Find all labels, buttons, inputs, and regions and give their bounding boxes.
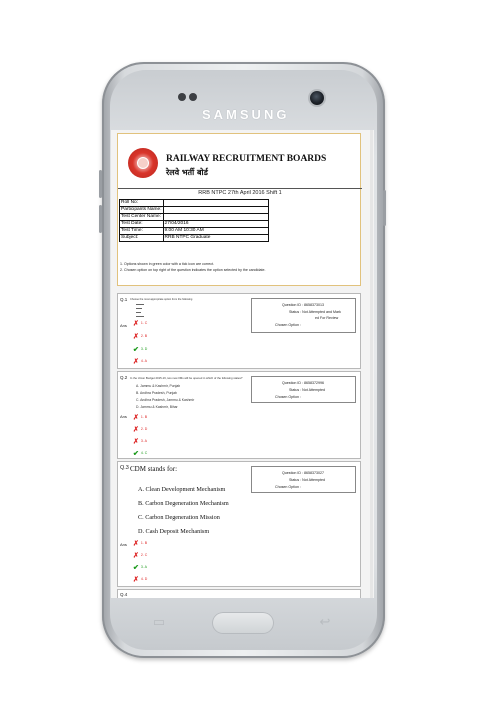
title-hindi: रेलवे भर्ती बोर्ड <box>166 168 208 177</box>
question-card-3 <box>117 461 361 587</box>
tick-icon: ✔ 3. A <box>133 564 147 572</box>
question-meta-box <box>251 376 356 403</box>
option-line <box>136 316 144 317</box>
option-c: C. Carbon Degeneration Mission <box>138 514 220 521</box>
cross-icon: ✗ 1. B <box>133 540 148 548</box>
tick-icon: ✔ 3. D <box>133 346 148 354</box>
question-text: Choose the most appropriate option from the following <box>130 298 193 301</box>
option-a: A. Jammu & Kashmir, Punjab <box>136 384 181 388</box>
question-card-4 <box>117 589 361 598</box>
answer-option: 3. A <box>140 565 147 569</box>
question-number: Q.4 <box>120 592 128 597</box>
info-value: RRB NTPC Graduate <box>163 235 268 242</box>
tick-icon: ✔ 4. C <box>133 450 148 458</box>
info-label: Test Time: <box>120 228 164 235</box>
question-status: Status : Not Attempted and Mark <box>289 310 341 314</box>
note-1: 1. Options shown in green color with a tick icon are correct. <box>120 262 215 266</box>
question-number: Q.3 <box>120 465 129 471</box>
chosen-option: Chosen Option : <box>275 323 301 327</box>
question-text: CDM stands for: <box>130 465 178 473</box>
question-number: Q.1 <box>120 297 128 302</box>
front-camera-icon <box>310 91 324 105</box>
railway-logo-icon <box>128 148 158 178</box>
option-a: A. Clean Development Mechanism <box>138 486 226 493</box>
option-c: C. Andhra Pradesh, Jammu & Kashmir <box>136 398 195 402</box>
cross-icon: ✗ 1. B <box>133 414 148 422</box>
answer-option: 4. D <box>140 577 148 581</box>
ans-label: Ans <box>120 414 127 419</box>
back-icon[interactable]: ↩ <box>319 614 331 629</box>
screen[interactable] <box>111 130 374 598</box>
option-b: B. Carbon Degeneration Mechanism <box>138 500 229 507</box>
option-d: D. Cash Deposit Mechanism <box>138 528 210 535</box>
cross-icon: ✗ 4. D <box>133 576 148 584</box>
answer-option: 2. B <box>140 334 148 338</box>
scrollbar[interactable] <box>370 130 373 598</box>
answer-option: 4. A <box>140 359 147 363</box>
option-line <box>136 308 142 309</box>
info-label: Subject: <box>120 235 164 242</box>
light-sensor-icon <box>189 93 197 101</box>
power-button <box>383 190 386 226</box>
recent-apps-icon[interactable]: ▭ <box>152 614 166 629</box>
info-label: Participants Name: <box>121 207 162 212</box>
info-value <box>163 207 268 214</box>
answer-option: 2. D <box>140 427 148 431</box>
info-value: 9:00 AM 10:30 AM <box>163 228 268 235</box>
question-number: Q.2 <box>120 375 128 380</box>
info-label: Test Date: <box>120 221 164 228</box>
device-brand-logo: SAMSUNG <box>202 107 290 122</box>
question-status: Status : Not Attempted <box>289 478 325 482</box>
question-id: Question ID : 8658372996 <box>282 381 324 385</box>
exam-title: RRB NTPC 27th April 2016 Shift 1 <box>198 190 282 196</box>
option-line <box>136 304 144 305</box>
cross-icon: ✗ 3. A <box>133 438 147 446</box>
answer-option: 3. D <box>140 347 148 351</box>
info-value <box>163 214 268 221</box>
question-status: Status : Not Attempted <box>289 388 325 392</box>
answer-option: 1. B <box>140 415 148 419</box>
option-d: D. Jammu & Kashmir, Bihar <box>136 405 178 409</box>
ans-label: Ans <box>120 323 127 328</box>
info-label: Roll No: <box>120 200 164 207</box>
header-card <box>117 133 361 286</box>
question-card-1 <box>117 293 361 369</box>
question-id: Question ID : 8658373027 <box>282 471 324 475</box>
cross-icon: ✗ 2. D <box>133 426 148 434</box>
answer-option: 3. A <box>140 439 147 443</box>
question-card-2 <box>117 371 361 459</box>
chosen-option: Chosen Option : <box>275 395 301 399</box>
cross-icon: ✗ 2. B <box>133 333 148 341</box>
answer-option: 1. C <box>140 321 148 325</box>
question-text: In the Union Budget 2015-16, two new IIMs will be opened in which of the following states? <box>130 376 243 380</box>
cross-icon: ✗ 1. C <box>133 320 148 328</box>
divider <box>118 188 362 189</box>
ans-label: Ans <box>120 542 127 547</box>
info-value <box>163 200 268 207</box>
option-line <box>136 312 141 313</box>
volume-down-button <box>99 205 102 233</box>
answer-option: 2. C <box>140 553 148 557</box>
info-label: Test Center Name: <box>120 214 164 221</box>
cross-icon: ✗ 2. C <box>133 552 148 560</box>
candidate-info-table <box>119 199 269 242</box>
title-english: RAILWAY RECRUITMENT BOARDS <box>166 154 327 164</box>
question-meta-box <box>251 466 356 493</box>
answer-option: 4. C <box>140 451 148 455</box>
proximity-sensor-icon <box>178 93 186 101</box>
info-value: 27/04/2016 <box>163 221 268 228</box>
question-status-cont: ed For Review <box>315 316 339 320</box>
question-meta-box <box>251 298 356 333</box>
cross-icon: ✗ 4. A <box>133 358 147 366</box>
note-2: 2. Chosen option on top right of the question indicates the option selected by the candidate. <box>120 268 266 272</box>
volume-up-button <box>99 170 102 198</box>
question-id: Question ID : 8658373013 <box>282 303 324 307</box>
chosen-option: Chosen Option : <box>275 485 301 489</box>
home-button[interactable] <box>212 612 274 634</box>
option-b: B. Andhra Pradesh, Punjab <box>136 391 177 395</box>
answer-option: 1. B <box>140 541 148 545</box>
